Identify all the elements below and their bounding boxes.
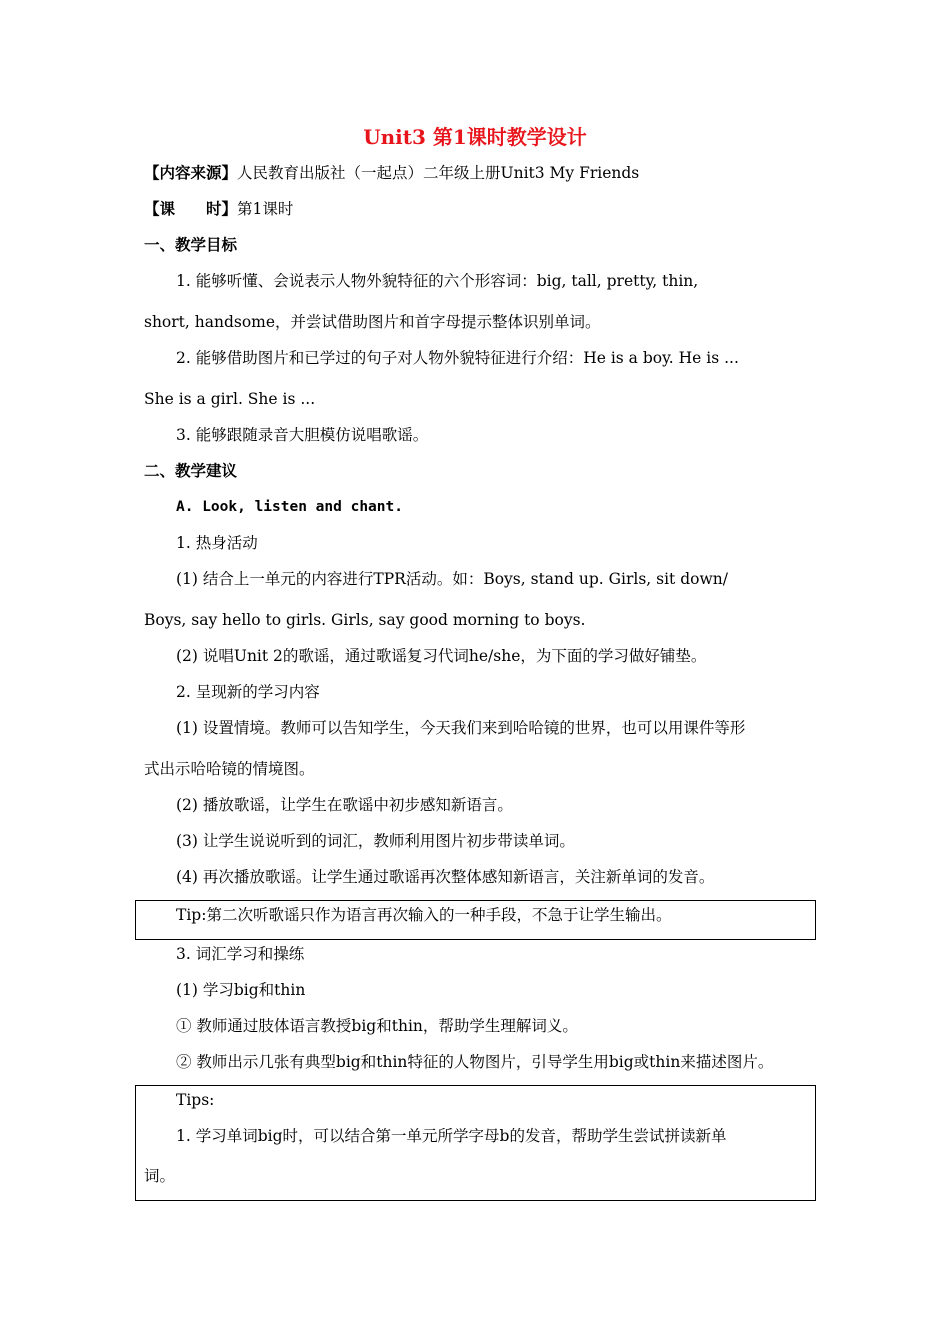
content-source-text: 人民教育出版社（一起点）二年级上册Unit3 My Friends: [237, 164, 640, 182]
step-1-heading: 1. 热身活动: [176, 534, 258, 552]
step-2-heading: 2. 呈现新的学习内容: [176, 683, 320, 701]
step-2-3: (3) 让学生说说听到的词汇，教师利用图片初步带读单词。: [176, 832, 575, 850]
tips-1-line-1: 1. 学习单词big时，可以结合第一单元所学字母b的发音，帮助学生尝试拼读新单: [176, 1127, 727, 1145]
tip-1-text: Tip:第二次听歌谣只作为语言再次输入的一种手段，不急于让学生输出。: [176, 906, 672, 924]
step-3-1-b: ② 教师出示几张有典型big和thin特征的人物图片，引导学生用big或thin来描述图片。: [176, 1053, 774, 1071]
objective-1-line-2: short, handsome，并尝试借助图片和首字母提示整体识别单词。: [144, 313, 601, 331]
step-3-1: (1) 学习big和thin: [176, 981, 306, 999]
tips-1-line-2: 词。: [144, 1167, 176, 1185]
document-title: Unit3 第1课时教学设计: [363, 125, 587, 149]
content-source-line: [144, 163, 639, 183]
class-period-label: 【课 时】: [144, 199, 238, 218]
tips-heading: Tips:: [176, 1091, 215, 1109]
step-2-1-line-1: (1) 设置情境。教师可以告知学生，今天我们来到哈哈镜的世界，也可以用课件等形: [176, 719, 746, 737]
step-1-1-line-1: (1) 结合上一单元的内容进行TPR活动。如：Boys, stand up. Girls, sit down/: [176, 570, 728, 588]
objective-2-line-2: She is a girl. She is ...: [144, 390, 316, 408]
step-2-2: (2) 播放歌谣，让学生在歌谣中初步感知新语言。: [176, 796, 513, 814]
step-3-1-a: ① 教师通过肢体语言教授big和thin，帮助学生理解词义。: [176, 1017, 578, 1035]
part-a-heading: A. Look, listen and chant.: [176, 499, 403, 515]
class-period-line: [144, 199, 293, 219]
step-1-1-line-2: Boys, say hello to girls. Girls, say good morning to boys.: [144, 611, 586, 629]
objective-1-line-1: 1. 能够听懂、会说表示人物外貌特征的六个形容词：big, tall, pretty, thin,: [176, 272, 699, 290]
step-2-4: (4) 再次播放歌谣。让学生通过歌谣再次整体感知新语言，关注新单词的发音。: [176, 868, 715, 886]
step-3-heading: 3. 词汇学习和操练: [176, 945, 305, 963]
class-period-text: 第1课时: [237, 200, 294, 218]
objective-3: 3. 能够跟随录音大胆模仿说唱歌谣。: [176, 426, 429, 444]
section-heading-suggestions: 二、教学建议: [144, 461, 238, 480]
section-heading-objectives: 一、教学目标: [144, 235, 238, 254]
step-2-1-line-2: 式出示哈哈镜的情境图。: [144, 760, 315, 778]
content-source-label: 【内容来源】: [144, 163, 238, 182]
step-1-2: (2) 说唱Unit 2的歌谣，通过歌谣复习代词he/she，为下面的学习做好铺垫。: [176, 647, 707, 665]
objective-2-line-1: 2. 能够借助图片和已学过的句子对人物外貌特征进行介绍：He is a boy. He is ...: [176, 349, 739, 367]
